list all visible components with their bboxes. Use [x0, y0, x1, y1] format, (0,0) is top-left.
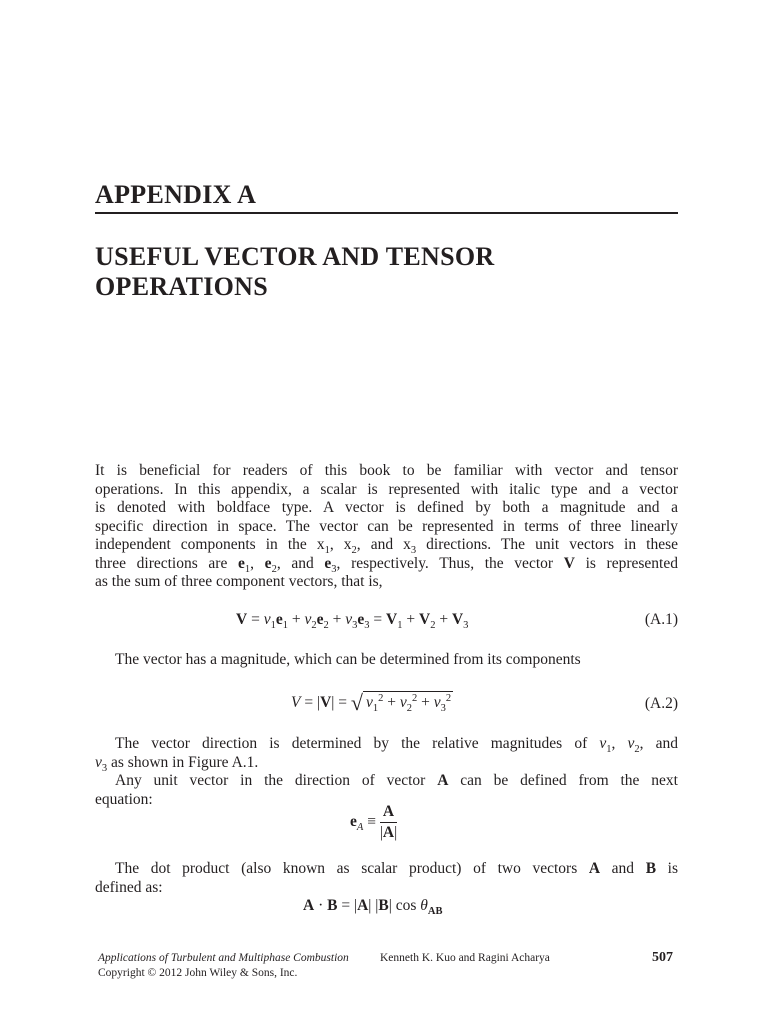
equation-number: (A.1) — [644, 611, 678, 628]
appendix-label: APPENDIX A — [95, 180, 257, 209]
footer-copyright: Copyright © 2012 John Wiley & Sons, Inc. — [98, 967, 298, 979]
text-line: three directions are $e_1$, $e_2$, and $e_3$, respectively. Thus, the vector V is represented — [95, 554, 678, 575]
text-line: independent components in the $x_1$, $x_2$, and $x_3$ directions. The unit vectors in these — [95, 536, 678, 557]
text-line: defined as: — [95, 878, 163, 896]
dot-product-equation: A · B = |A| |B| $\cos \theta_{AB}$ — [303, 897, 443, 918]
dot-product-paragraph — [95, 860, 678, 897]
chapter-title-line-2: OPERATIONS — [95, 272, 268, 301]
text-line: Any unit vector in the direction of vector A can be defined from the next — [115, 772, 678, 789]
text-line: The dot product (also known as scalar product) of two vectors A and B is — [115, 860, 678, 877]
heading-rule — [95, 212, 678, 214]
text-line: operations. In this appendix, a scalar is represented with italic type and a vector — [95, 480, 678, 498]
chapter-title — [95, 242, 495, 302]
text-line: as the sum of three component vectors, that is, — [95, 573, 383, 590]
text-line: $v_3$ as shown in Figure A.1. — [95, 753, 259, 774]
unit-vector-equation: $e_A$ ≡ $\frac{A}{|A|}$ — [350, 803, 398, 841]
text-line: specific direction in space. The vector can be represented in terms of three linearly — [95, 517, 678, 535]
page-number: 507 — [652, 950, 673, 965]
footer-authors: Kenneth K. Kuo and Ragini Acharya — [380, 952, 550, 964]
text-line: equation: — [95, 790, 153, 808]
equation-number: (A.2) — [644, 695, 678, 712]
text-line: The vector direction is determined by the relative magnitudes of $v_1$, $v_2$, and — [115, 735, 678, 756]
text-line: The vector has a magnitude, which can be determined from its components — [115, 651, 581, 668]
direction-paragraph — [95, 735, 678, 809]
intro-paragraph — [95, 462, 678, 592]
footer-book-title: Applications of Turbulent and Multiphase Combustion — [98, 952, 349, 964]
text-line: is denoted with boldface type. A vector is defined by both a magnitude and a — [95, 499, 678, 516]
text-line: It is beneficial for readers of this book to be familiar with vector and tensor — [95, 462, 678, 479]
magnitude-paragraph — [95, 651, 678, 670]
chapter-title-line-1: USEFUL VECTOR AND TENSOR — [95, 242, 495, 271]
equation-a1: $V = v_1e_1 + v_2e_2 + v_3e_3 = V_1 + V_2 + V_3$ — [236, 611, 469, 632]
equation-a2: V = |V| = √ $v_1^2 + v_2^2 + v_3^2$ — [291, 690, 452, 715]
